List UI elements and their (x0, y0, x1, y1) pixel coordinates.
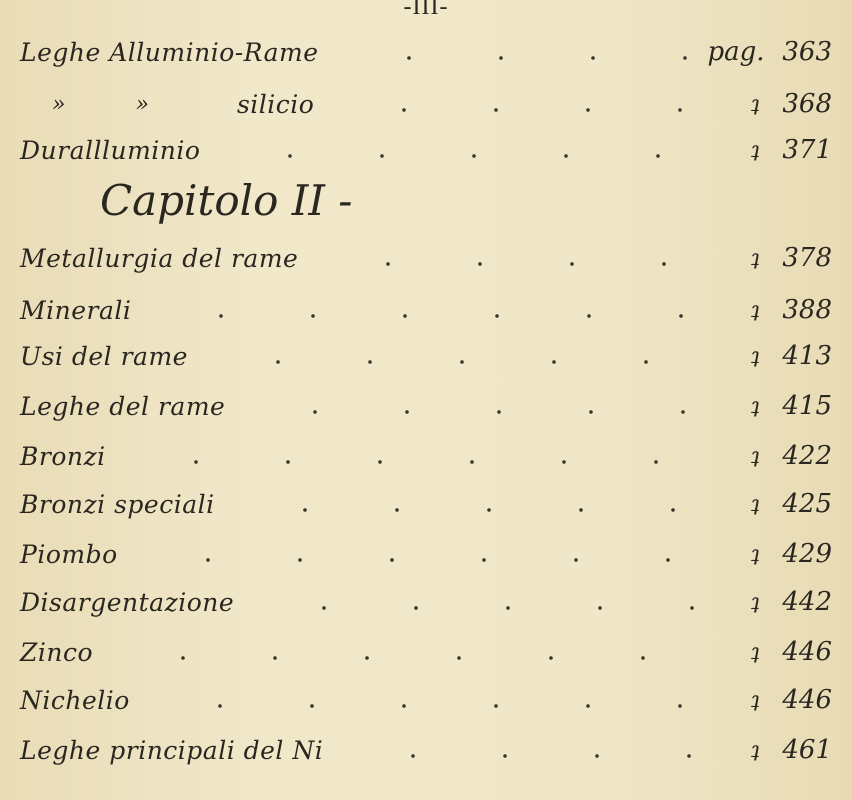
entry-page: 442 (782, 587, 832, 617)
dot-leader (214, 154, 730, 158)
dot-leader (120, 460, 730, 464)
ditto-tick: ʇ (750, 137, 760, 163)
ditto-mark: » (135, 91, 149, 117)
entry-title: Minerali (20, 295, 132, 325)
entry-page: 446 (782, 685, 832, 715)
ditto-tick: ʇ (750, 245, 760, 271)
dot-leader (229, 508, 730, 512)
toc-entry (20, 290, 832, 330)
entry-page: 429 (782, 539, 832, 569)
dot-leader (312, 262, 730, 266)
entry-title: Leghe principali del Ni (20, 735, 324, 765)
entry-title: Metallurgia del rame (20, 243, 299, 273)
entry-title: Piombo (20, 539, 118, 569)
ditto-tick: ʇ (750, 443, 760, 469)
toc-entry (20, 484, 832, 524)
page-number: -III- (403, 0, 449, 20)
entry-title: Durallluminio (20, 135, 201, 165)
ditto-mark: » (52, 91, 66, 117)
toc-entry (20, 386, 832, 426)
entry-page: 363 (782, 37, 832, 67)
dot-leader (337, 754, 730, 758)
ditto-tick: ʇ (750, 393, 760, 419)
dot-leader (202, 360, 730, 364)
entry-page: 415 (782, 391, 832, 421)
entry-page: 461 (782, 735, 832, 765)
entry-page: 422 (782, 441, 832, 471)
toc-entry (20, 130, 832, 170)
toc-entry (20, 238, 832, 278)
entry-title: Bronzi (20, 441, 106, 471)
ditto-tick: ʇ (750, 541, 760, 567)
entry-title: Nichelio (20, 685, 130, 715)
dot-leader (248, 606, 730, 610)
toc-entry (20, 680, 832, 720)
entry-title: Usi del rame (20, 341, 188, 371)
chapter-heading: Capitolo II - (100, 176, 353, 225)
entry-title: Leghe del rame (20, 391, 226, 421)
entry-title: Leghe Alluminio-Rame (20, 37, 319, 67)
ditto-tick: ʇ (750, 491, 760, 517)
entry-title: Disargentazione (20, 587, 235, 617)
dot-leader (145, 314, 730, 318)
ditto-marks (20, 92, 149, 117)
entry-page: 371 (782, 135, 832, 165)
entry-page: 388 (782, 295, 832, 325)
dot-leader (107, 656, 730, 660)
entry-title: Bronzi speciali (20, 489, 215, 519)
ditto-tick: ʇ (750, 91, 760, 117)
ditto-tick: ʇ (750, 687, 760, 713)
ditto-tick: ʇ (750, 297, 760, 323)
dot-leader (132, 558, 730, 562)
ditto-tick: ʇ (750, 589, 760, 615)
dot-leader (333, 56, 693, 60)
page-abbrev: pag. (707, 37, 765, 67)
entry-page: 368 (782, 89, 832, 119)
dot-leader (239, 410, 730, 414)
entry-title: Zinco (20, 637, 94, 667)
ditto-tick: ʇ (750, 639, 760, 665)
entry-page: 378 (782, 243, 832, 273)
entry-title: silicio (236, 89, 315, 119)
entry-page: 425 (782, 489, 832, 519)
entry-page: 446 (782, 637, 832, 667)
toc-entry (20, 582, 832, 622)
dot-leader (328, 108, 730, 112)
toc-entry (20, 632, 832, 672)
toc-entry (20, 336, 832, 376)
toc-entry (20, 534, 832, 574)
ditto-tick: ʇ (750, 343, 760, 369)
ditto-tick: ʇ (750, 737, 760, 763)
toc-entry (20, 32, 832, 72)
dot-leader (144, 704, 730, 708)
toc-entry (20, 84, 832, 124)
toc-entry (20, 436, 832, 476)
entry-page: 413 (782, 341, 832, 371)
toc-entry (20, 730, 832, 770)
